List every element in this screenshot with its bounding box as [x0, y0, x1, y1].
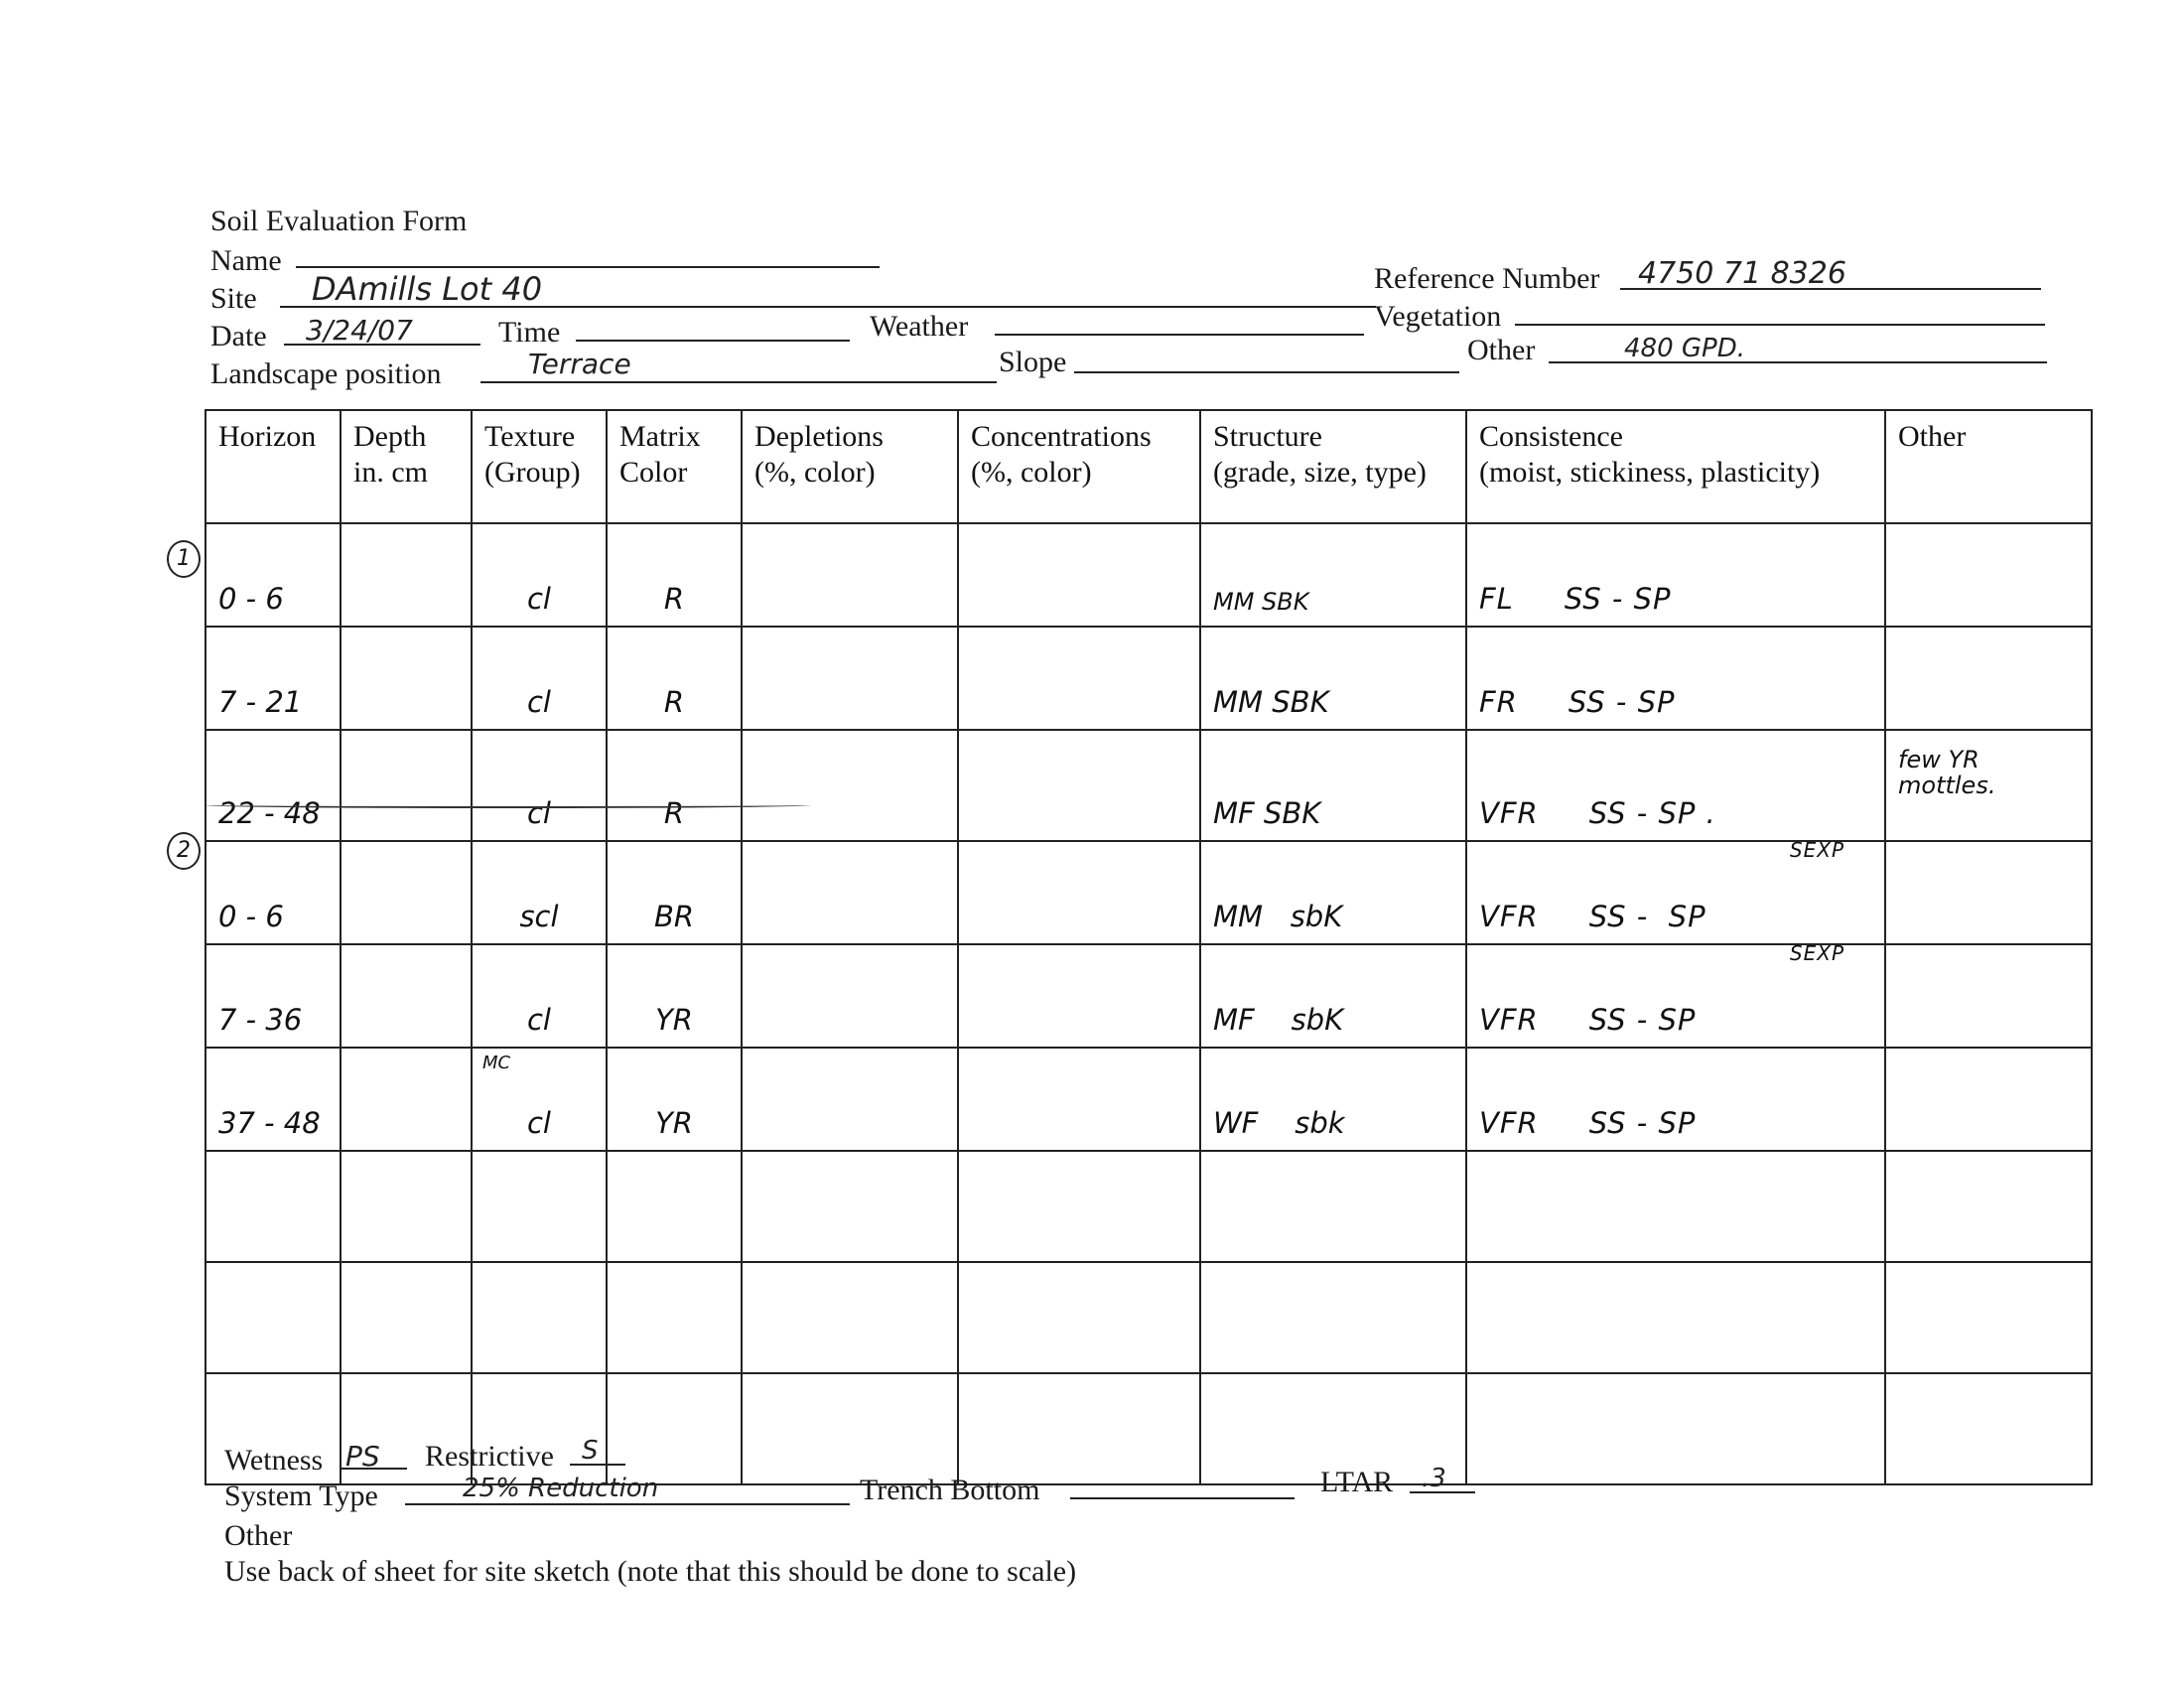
cell-other[interactable] [1885, 1151, 2092, 1262]
soil-horizon-table [205, 409, 2093, 1485]
wetness-value: PS [345, 1440, 380, 1473]
site-sketch-note: Use back of sheet for site sketch (note that this should be done to scale) [224, 1555, 1077, 1588]
form-title: Soil Evaluation Form [210, 205, 468, 237]
cell-other[interactable] [1885, 841, 2092, 944]
cell-matrix-color[interactable]: R [607, 523, 742, 627]
restrictive-label: Restrictive [425, 1440, 554, 1473]
reference-label: Reference Number [1374, 262, 1600, 295]
cell-texture[interactable]: cl [472, 627, 607, 730]
cell-matrix-color[interactable] [607, 1262, 742, 1373]
cell-depletions[interactable] [742, 523, 958, 627]
cell-other[interactable] [1885, 523, 2092, 627]
cell-other[interactable] [1885, 1262, 2092, 1373]
restrictive-value: S [582, 1436, 599, 1466]
cell-depletions[interactable] [742, 730, 958, 841]
time-field[interactable] [576, 340, 850, 342]
cell-depth[interactable] [341, 730, 472, 841]
consistence-value: VFR SS - SP [1479, 900, 1706, 933]
cell-other[interactable] [1885, 944, 2092, 1048]
table-row [205, 1048, 2092, 1151]
site-value: DAmills Lot 40 [312, 270, 543, 308]
time-label: Time [498, 316, 561, 349]
consistence-subnote: SEXP [1789, 941, 1844, 965]
weather-label: Weather [870, 310, 969, 343]
texture-subnote: MC [482, 1053, 511, 1073]
name-label: Name [210, 244, 282, 277]
cell-texture[interactable]: cl [472, 523, 607, 627]
reference-value: 4750 71 8326 [1638, 256, 1846, 291]
cell-matrix-color[interactable]: YR [607, 944, 742, 1048]
cell-structure[interactable]: MM SBK [1200, 523, 1466, 627]
cell-depth[interactable] [341, 1262, 472, 1373]
other-value: 480 GPD. [1624, 334, 1746, 363]
cell-structure[interactable]: WF sbk [1200, 1048, 1466, 1151]
cell-consistence[interactable]: VFR SS - SP [1466, 944, 1885, 1048]
vegetation-field[interactable] [1515, 324, 2045, 326]
table-row [205, 944, 2092, 1048]
wetness-label: Wetness [224, 1444, 324, 1477]
cell-structure[interactable]: MM SBK [1200, 627, 1466, 730]
cell-depletions[interactable] [742, 1151, 958, 1262]
table-row [205, 841, 2092, 944]
cell-texture[interactable]: cl [472, 730, 607, 841]
ltar-value: .3 [1422, 1464, 1446, 1493]
header-structure: Structure (grade, size, type) [1200, 410, 1466, 523]
cell-matrix-color[interactable]: BR [607, 841, 742, 944]
system-type-field[interactable] [405, 1503, 850, 1505]
cell-concentrations[interactable] [958, 1262, 1200, 1373]
table-row [205, 523, 2092, 627]
cell-concentrations[interactable] [958, 944, 1200, 1048]
table-row [205, 627, 2092, 730]
cell-matrix-color[interactable]: R [607, 627, 742, 730]
trench-bottom-label: Trench Bottom [860, 1474, 1040, 1506]
profile-marker-1: 1 [167, 540, 201, 578]
cell-consistence[interactable] [1466, 1151, 1885, 1262]
weather-field[interactable] [995, 334, 1364, 336]
vegetation-label: Vegetation [1374, 300, 1502, 333]
profile-marker-2: 2 [167, 832, 201, 870]
footer-other-label: Other [224, 1519, 293, 1552]
cell-structure[interactable]: MF SBK [1200, 730, 1466, 841]
cell-horizon[interactable]: 0 - 6 [205, 841, 341, 944]
name-field[interactable] [296, 266, 880, 268]
cell-concentrations[interactable] [958, 1151, 1200, 1262]
header-other: Other [1885, 410, 2092, 523]
texture-value: cl [526, 1106, 551, 1140]
cell-texture[interactable]: cl [472, 944, 607, 1048]
ltar-label: LTAR [1320, 1466, 1394, 1498]
landscape-field[interactable] [480, 381, 997, 383]
cell-concentrations[interactable] [958, 627, 1200, 730]
cell-depletions[interactable] [742, 627, 958, 730]
cell-texture[interactable] [472, 1048, 607, 1151]
cell-other[interactable]: few YR mottles. [1885, 730, 2092, 841]
cell-consistence[interactable] [1466, 1373, 1885, 1484]
date-value: 3/24/07 [306, 314, 413, 347]
cell-other[interactable] [1885, 1373, 2092, 1484]
cell-matrix-color[interactable]: R [607, 730, 742, 841]
cell-consistence[interactable] [1466, 1262, 1885, 1373]
table-row [205, 1262, 2092, 1373]
cell-structure[interactable]: MF sbK [1200, 944, 1466, 1048]
cell-matrix-color[interactable] [607, 1373, 742, 1484]
cell-horizon[interactable] [205, 1262, 341, 1373]
system-type-value: 25% Reduction [463, 1474, 659, 1503]
cell-depletions[interactable] [742, 1262, 958, 1373]
cell-horizon[interactable]: 37 - 48 [205, 1048, 341, 1151]
cell-depletions[interactable] [742, 1373, 958, 1484]
cell-concentrations[interactable] [958, 1048, 1200, 1151]
cell-horizon[interactable] [205, 1151, 341, 1262]
date-label: Date [210, 320, 267, 352]
cell-structure[interactable] [1200, 1151, 1466, 1262]
cell-horizon[interactable]: 0 - 6 [205, 523, 341, 627]
header-horizon: Horizon [205, 410, 341, 523]
header-depletions: Depletions (%, color) [742, 410, 958, 523]
cell-structure[interactable] [1200, 1262, 1466, 1373]
cell-depth[interactable] [341, 1048, 472, 1151]
cell-consistence[interactable]: FL SS - SP [1466, 523, 1885, 627]
header-concentrations: Concentrations (%, color) [958, 410, 1200, 523]
header-matrix-color: Matrix Color [607, 410, 742, 523]
cell-horizon[interactable]: 7 - 21 [205, 627, 341, 730]
cell-depletions[interactable] [742, 944, 958, 1048]
cell-texture[interactable] [472, 1262, 607, 1373]
trench-bottom-field[interactable] [1070, 1497, 1295, 1499]
cell-other[interactable] [1885, 1048, 2092, 1151]
cell-structure[interactable]: MM sbK [1200, 841, 1466, 944]
cell-depletions[interactable] [742, 841, 958, 944]
table-row [205, 1151, 2092, 1262]
cell-concentrations[interactable] [958, 841, 1200, 944]
cell-concentrations[interactable] [958, 730, 1200, 841]
system-type-label: System Type [224, 1479, 378, 1512]
table-row [205, 730, 2092, 841]
cell-other[interactable] [1885, 627, 2092, 730]
cell-texture[interactable]: scl [472, 841, 607, 944]
cell-consistence[interactable] [1466, 730, 1885, 862]
cell-horizon[interactable]: 22 - 48 [205, 730, 341, 841]
cell-horizon[interactable]: 7 - 36 [205, 944, 341, 1048]
cell-matrix-color[interactable]: YR [607, 1048, 742, 1151]
cell-matrix-color[interactable] [607, 1151, 742, 1262]
other-label: Other [1467, 334, 1536, 366]
table-header-row [205, 410, 2092, 523]
slope-field[interactable] [1074, 371, 1459, 373]
cell-depth[interactable] [341, 944, 472, 1048]
cell-depletions[interactable] [742, 1048, 958, 1151]
cell-depth[interactable] [341, 1151, 472, 1262]
cell-concentrations[interactable] [958, 1373, 1200, 1484]
cell-consistence[interactable] [1466, 841, 1885, 965]
cell-depth[interactable] [341, 523, 472, 627]
slope-label: Slope [999, 346, 1067, 378]
consistence-subnote: SEXP [1789, 838, 1844, 862]
profile-divider-line [205, 802, 810, 808]
cell-depth[interactable] [341, 841, 472, 944]
cell-consistence[interactable]: FR SS - SP [1466, 627, 1885, 730]
header-depth: Depth in. cm [341, 410, 472, 523]
site-label: Site [210, 282, 257, 315]
cell-texture[interactable] [472, 1151, 607, 1262]
landscape-value: Terrace [528, 348, 631, 380]
cell-depth[interactable] [341, 627, 472, 730]
consistence-value: VFR SS - SP . [1479, 796, 1716, 830]
header-texture: Texture (Group) [472, 410, 607, 523]
landscape-label: Landscape position [210, 357, 442, 390]
cell-consistence[interactable]: VFR SS - SP [1466, 1048, 1885, 1151]
cell-concentrations[interactable] [958, 523, 1200, 627]
header-consistence: Consistence (moist, stickiness, plasticity) [1466, 410, 1885, 523]
